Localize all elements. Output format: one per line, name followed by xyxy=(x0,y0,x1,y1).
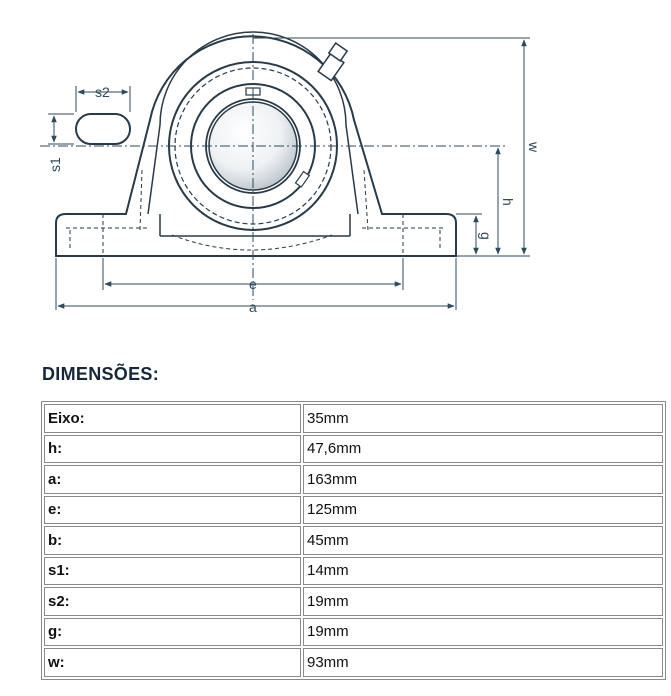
dim-label-g: g xyxy=(478,232,494,240)
dimension-key: Eixo: xyxy=(44,404,301,433)
table-row xyxy=(44,435,663,464)
section-title: DIMENSÕES: xyxy=(42,364,160,384)
table-row xyxy=(44,618,663,647)
dimension-value: 35mm xyxy=(303,404,663,433)
dim-label-e: e xyxy=(249,276,257,292)
dimension-key: h: xyxy=(44,435,301,464)
dimensions-table xyxy=(41,401,666,680)
dimension-key: g: xyxy=(44,618,301,647)
table-row xyxy=(44,465,663,494)
dim-label-w: w xyxy=(526,142,542,153)
dimension-value: 163mm xyxy=(303,465,663,494)
table-row xyxy=(44,587,663,616)
set-screw-side xyxy=(296,172,310,187)
dimension-value: 14mm xyxy=(303,557,663,586)
dimension-value: 45mm xyxy=(303,526,663,555)
dimension-key: b: xyxy=(44,526,301,555)
dimension-key: e: xyxy=(44,496,301,525)
dimension-lines xyxy=(48,38,530,310)
table-row xyxy=(44,648,663,677)
dimension-key: s1: xyxy=(44,557,301,586)
dim-label-s1: s1 xyxy=(47,157,63,172)
dimension-value: 19mm xyxy=(303,618,663,647)
dimension-key: s2: xyxy=(44,587,301,616)
slot-detail xyxy=(76,114,130,144)
dim-label-a: a xyxy=(249,299,257,315)
grease-nipple xyxy=(318,43,347,81)
table-row xyxy=(44,404,663,433)
dimension-key: w: xyxy=(44,648,301,677)
dimension-value: 47,6mm xyxy=(303,435,663,464)
pillow-block-bearing-drawing xyxy=(0,0,671,340)
dim-label-s2: s2 xyxy=(95,84,110,100)
dimension-value: 19mm xyxy=(303,587,663,616)
table-row xyxy=(44,496,663,525)
dimension-value: 93mm xyxy=(303,648,663,677)
dimension-value: 125mm xyxy=(303,496,663,525)
dim-label-h: h xyxy=(500,198,516,206)
dimension-key: a: xyxy=(44,465,301,494)
table-row xyxy=(44,526,663,555)
table-row xyxy=(44,557,663,586)
